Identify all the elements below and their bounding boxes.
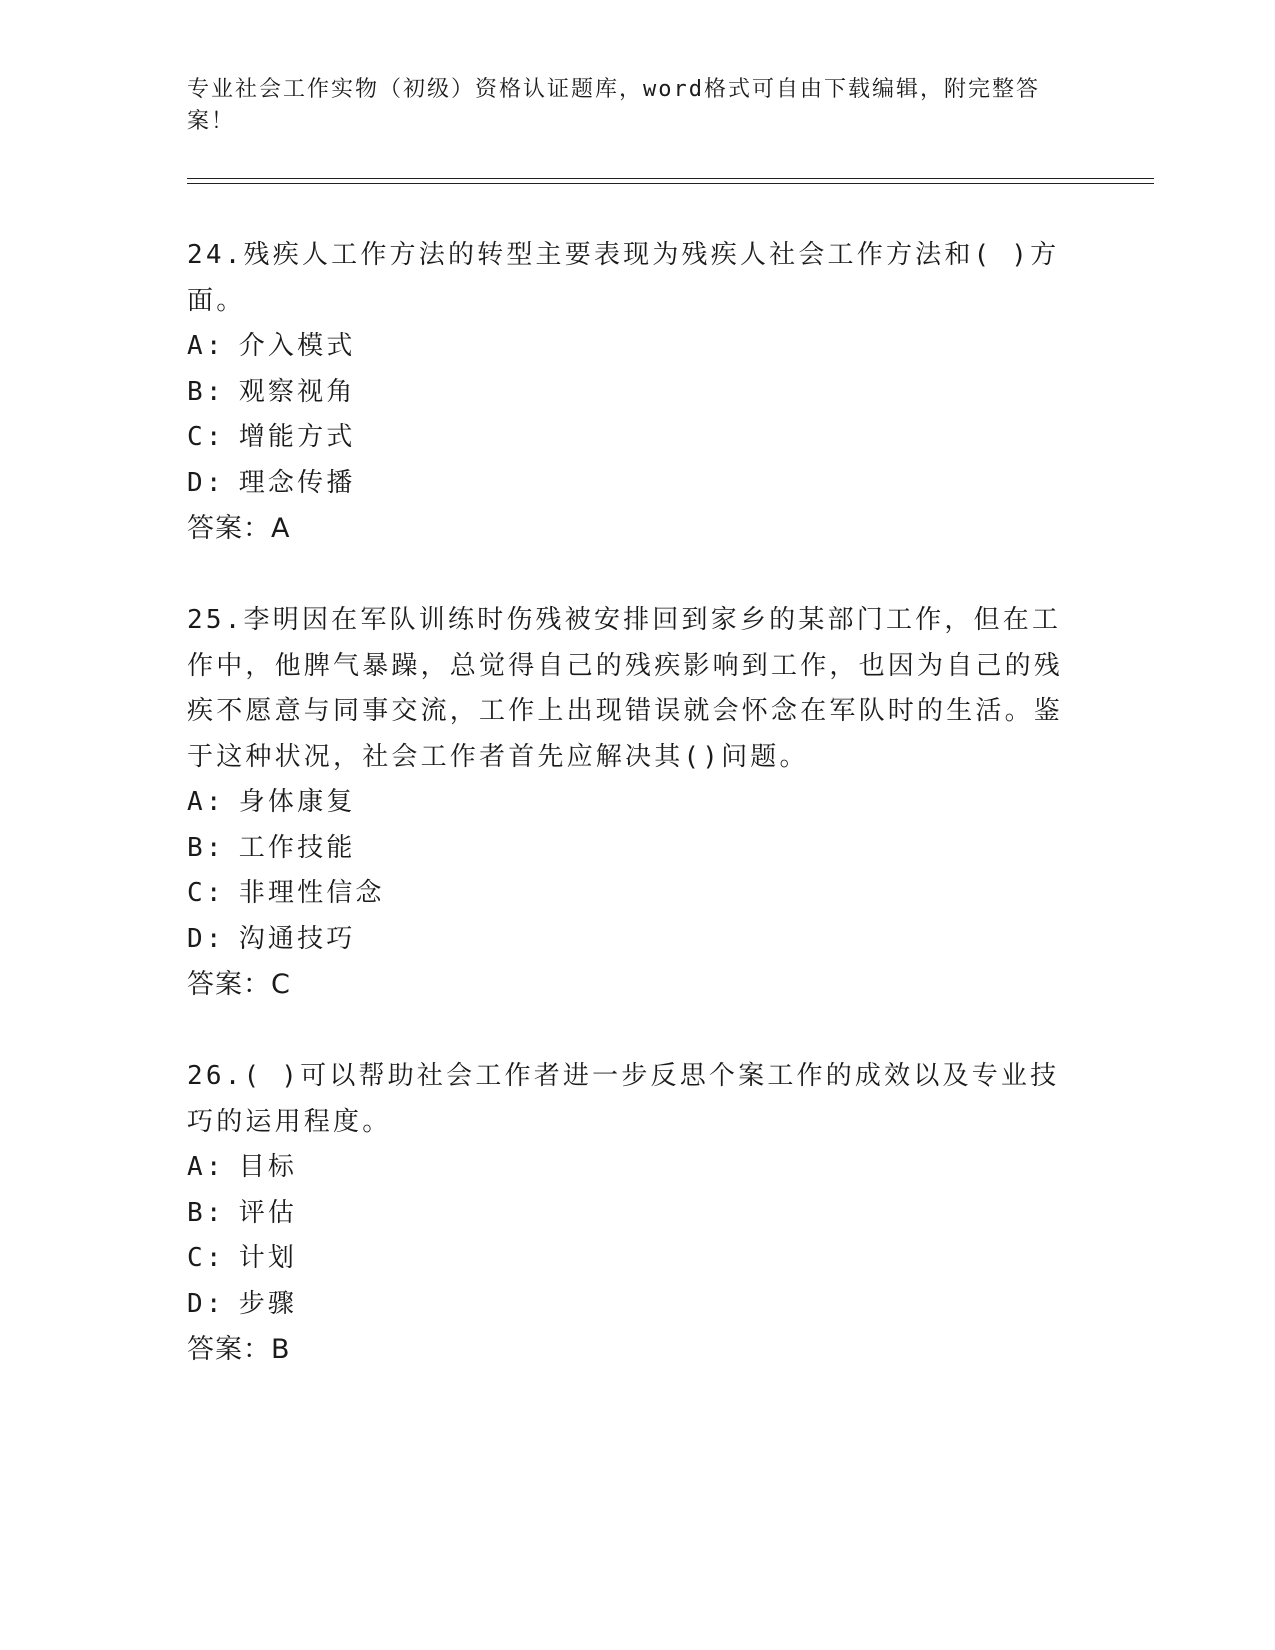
answer-line: 答案：A xyxy=(187,513,291,544)
question-stem: 26.( )可以帮助社会工作者进一步反思个案工作的成效以及专业技巧的运用程度。 xyxy=(187,1061,1060,1137)
option-a xyxy=(187,324,1077,370)
question-25 xyxy=(187,598,1077,1008)
option-letter: B: xyxy=(187,832,225,863)
option-text: 观察视角 xyxy=(238,376,356,407)
option-letter: B: xyxy=(187,376,225,407)
option-d xyxy=(187,461,1077,507)
option-letter: A: xyxy=(187,331,225,361)
option-b xyxy=(187,370,1077,416)
option-b xyxy=(187,1191,1077,1237)
option-text: 沟通技巧 xyxy=(238,923,356,954)
option-letter: D: xyxy=(187,1288,225,1319)
option-letter: D: xyxy=(187,923,225,954)
option-text: 步骤 xyxy=(238,1288,298,1319)
option-b xyxy=(187,826,1077,872)
header-divider-line-lower xyxy=(187,183,1154,184)
option-text: 计划 xyxy=(238,1243,298,1273)
option-text: 工作技能 xyxy=(238,832,356,863)
option-d xyxy=(187,1282,1077,1328)
option-c xyxy=(187,871,1077,917)
option-letter: C: xyxy=(187,1243,225,1273)
question-stem: 25.李明因在军队训练时伤残被安排回到家乡的某部门工作，但在工作中，他脾气暴躁，总觉得自己的残疾影响到工作，也因为自己的残疾不愿意与同事交流，工作上出现错误就会怀念在军队时的生活。鉴于这种状况，社会工作者首先应解决其()问题。 xyxy=(187,605,1064,772)
option-letter: C: xyxy=(187,422,225,452)
answer-line: 答案：B xyxy=(187,1334,291,1365)
option-text: 介入模式 xyxy=(238,331,356,361)
option-letter: A: xyxy=(187,787,225,817)
option-letter: D: xyxy=(187,467,225,498)
question-24 xyxy=(187,233,1077,552)
option-text: 增能方式 xyxy=(238,422,356,452)
question-26 xyxy=(187,1054,1077,1373)
option-text: 理念传播 xyxy=(238,467,356,498)
option-d xyxy=(187,917,1077,963)
option-text: 目标 xyxy=(238,1152,298,1182)
option-letter: B: xyxy=(187,1197,225,1228)
header-divider-line xyxy=(187,178,1154,179)
option-text: 身体康复 xyxy=(238,787,356,817)
document-header: 专业社会工作实物（初级）资格认证题库，word格式可自由下载编辑，附完整答案！ xyxy=(187,77,1040,134)
option-c xyxy=(187,415,1077,461)
option-a xyxy=(187,780,1077,826)
option-text: 非理性信念 xyxy=(238,878,385,908)
option-letter: C: xyxy=(187,878,225,908)
answer-line: 答案：C xyxy=(187,969,291,1000)
option-letter: A: xyxy=(187,1152,225,1182)
question-stem: 24.残疾人工作方法的转型主要表现为残疾人社会工作方法和( )方面。 xyxy=(187,240,1060,316)
option-a xyxy=(187,1145,1077,1191)
option-c xyxy=(187,1236,1077,1282)
option-text: 评估 xyxy=(238,1197,298,1228)
